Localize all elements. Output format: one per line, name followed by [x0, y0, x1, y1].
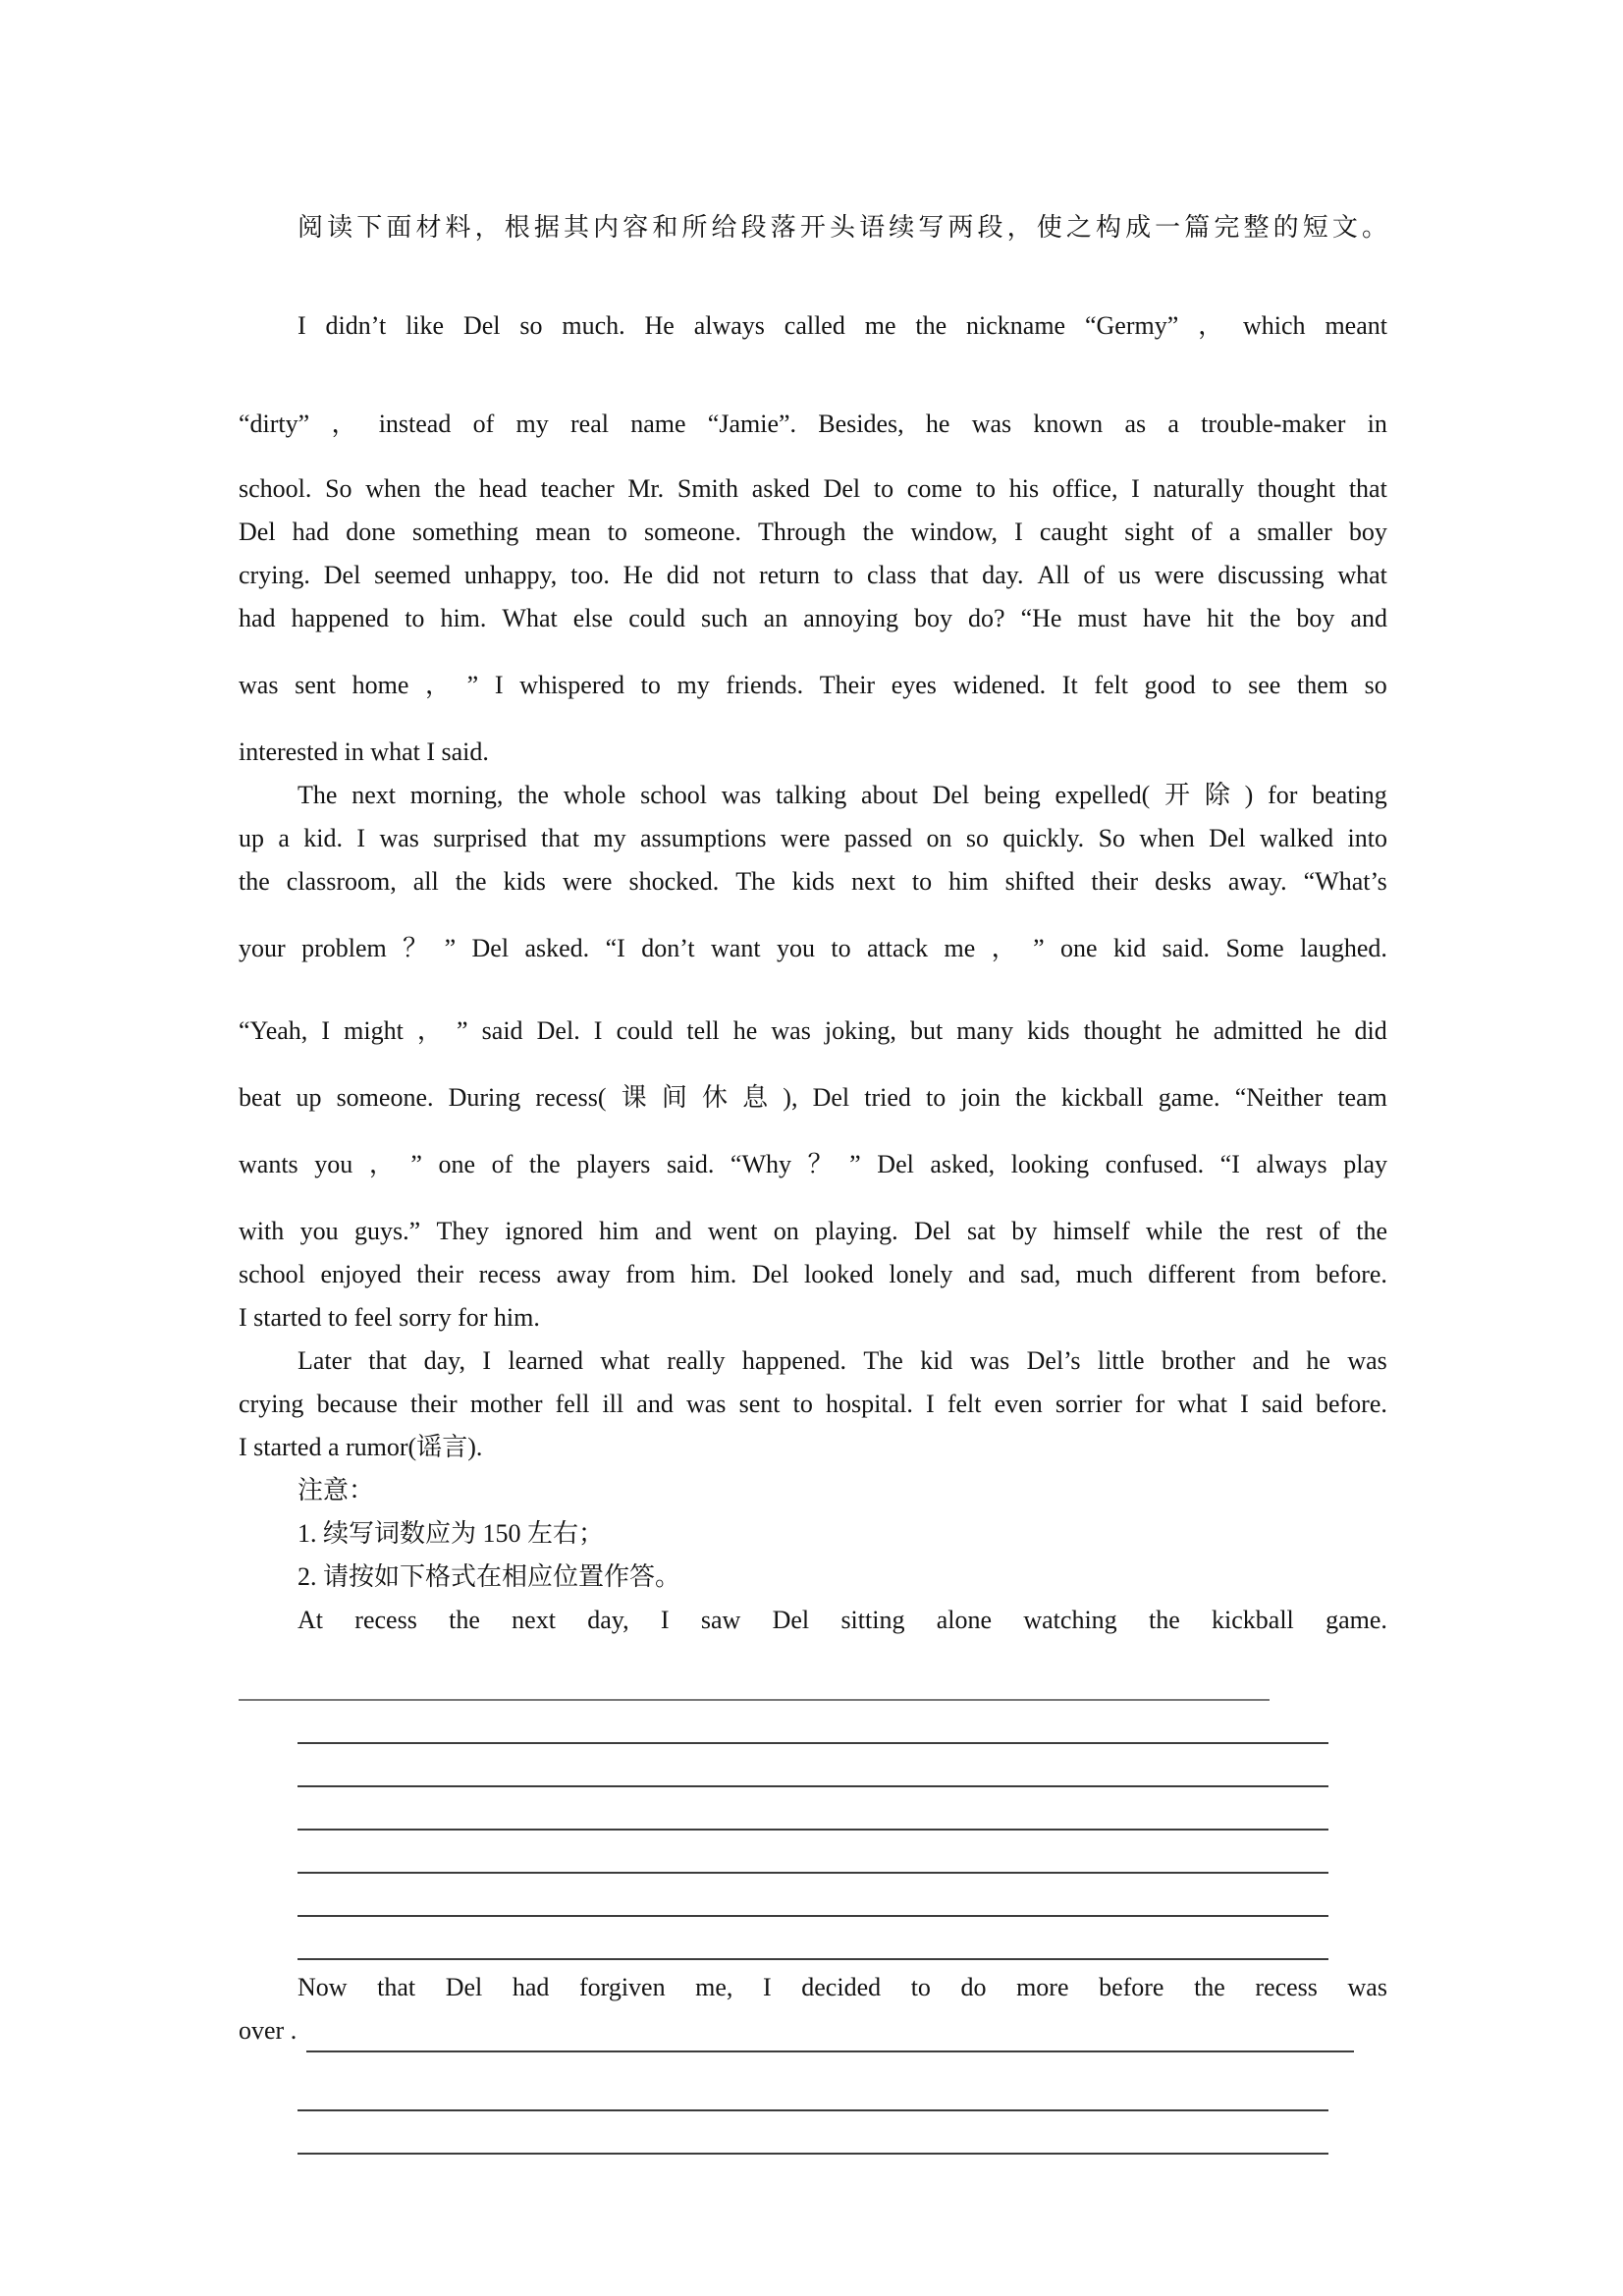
text-line: school enjoyed their recess away from him. Del looked lonely and sad, much different from before.	[239, 1260, 1387, 1288]
answer-rule[interactable]	[298, 1829, 1328, 1831]
answer-rule[interactable]	[298, 1915, 1328, 1917]
answer-rule[interactable]	[298, 1872, 1328, 1874]
text-line: had happened to him. What else could such an annoying boy do? “He must have hit the boy and	[239, 604, 1387, 632]
text-line: crying because their mother fell ill and was sent to hospital. I felt even sorrier for what I said before.	[239, 1390, 1387, 1418]
text-line: interested in what I said.	[239, 738, 489, 766]
answer-line[interactable]	[239, 1923, 1387, 1966]
answer-rule[interactable]	[306, 2013, 1354, 2052]
text-line: I started a rumor(谣言).	[239, 1433, 483, 1461]
text-line: your problem ？ ” Del asked. “I don’t want you to attack me ， ” one kid said. Some laughed.	[239, 934, 1387, 962]
note-item-1: 1. 续写词数应为 150 左右；	[298, 1519, 605, 1548]
text-line: I started to feel sorry for him.	[239, 1303, 540, 1332]
answer-rule[interactable]	[298, 2153, 1328, 2155]
answer-rule[interactable]	[298, 1785, 1328, 1787]
instruction-line: 阅 读 下 面 材 料 ， 根 据 其 内 容 和 所 给 段 落 开 头 语 续 写 两 段 ， 使 之 构 成 一 篇 完 整 的 短 文 。	[298, 213, 1387, 242]
answer-line[interactable]	[239, 1836, 1387, 1880]
opening-sentence-2: Now that Del had forgiven me, I decided to do more before the recess was	[298, 1973, 1387, 2001]
answer-rule[interactable]	[298, 1958, 1328, 1960]
text-line: with you guys.” They ignored him and went on playing. Del sat by himself while the rest of the	[239, 1217, 1387, 1245]
notes-heading: 注意：	[298, 1476, 375, 1504]
answer-line[interactable]	[239, 1793, 1387, 1836]
opening-sentence-2-continuation[interactable]	[239, 2009, 1387, 2052]
text-line: school. So when the head teacher Mr. Smith asked Del to come to his office, I naturally thought that	[239, 474, 1387, 503]
text-line: was sent home ， ” I whispered to my friends. Their eyes widened. It felt good to see them so	[239, 671, 1387, 699]
text-line: up a kid. I was surprised that my assumptions were passed on so quickly. So when Del walked into	[239, 824, 1387, 852]
answer-line[interactable]	[239, 1664, 1387, 1707]
text-line: the classroom, all the kids were shocked. The kids next to him shifted their desks away. “What’s	[239, 867, 1387, 896]
text-line: Later that day, I learned what really happened. The kid was Del’s little brother and he was	[298, 1346, 1387, 1375]
answer-line[interactable]	[239, 2074, 1387, 2117]
over-label: over .	[239, 2016, 298, 2045]
text-line: crying. Del seemed unhappy, too. He did not return to class that day. All of us were discussing what	[239, 561, 1387, 589]
opening-sentence-1: At recess the next day, I saw Del sitting alone watching the kickball game.	[298, 1606, 1387, 1634]
text-line: beat up someone. During recess( 课 间 休 息 ), Del tried to join the kickball game. “Neither team	[239, 1083, 1387, 1112]
text-line: I didn’t like Del so much. He always called me the nickname “Germy” ， which meant	[298, 311, 1387, 340]
answer-line[interactable]	[239, 1707, 1387, 1750]
text-line: The next morning, the whole school was talking about Del being expelled( 开 除 ) for beating	[298, 781, 1387, 809]
note-item-2: 2. 请按如下格式在相应位置作答。	[298, 1562, 681, 1591]
answer-rule[interactable]	[239, 1699, 1270, 1701]
answer-rule[interactable]	[298, 2109, 1328, 2111]
text-line: Del had done something mean to someone. Through the window, I caught sight of a smaller boy	[239, 518, 1387, 546]
document-body	[239, 206, 1387, 2160]
text-line: “Yeah, I might ， ” said Del. I could tell he was joking, but many kids thought he admitted he did	[239, 1016, 1387, 1045]
answer-line[interactable]	[239, 1880, 1387, 1923]
answer-line[interactable]	[239, 1750, 1387, 1793]
text-line: wants you ， ” one of the players said. “Why ？ ” Del asked, looking confused. “I always play	[239, 1150, 1387, 1178]
text-line: “dirty” ， instead of my real name “Jamie”. Besides, he was known as a trouble-maker in	[239, 410, 1387, 438]
answer-line[interactable]	[239, 2117, 1387, 2160]
answer-rule[interactable]	[298, 1742, 1328, 1744]
